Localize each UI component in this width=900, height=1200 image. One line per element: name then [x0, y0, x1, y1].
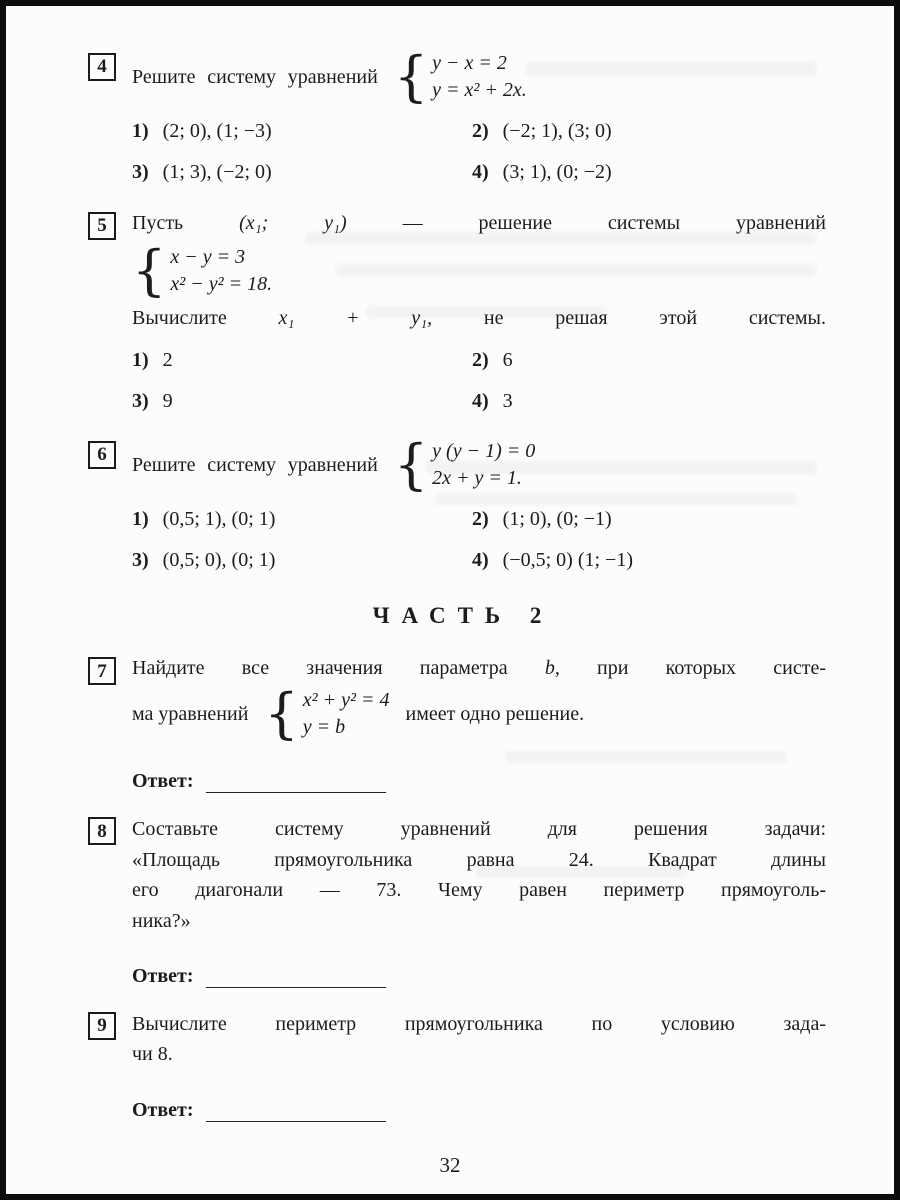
option-label: 1)	[132, 349, 149, 371]
option-value: (3; 1), (0; −2)	[502, 161, 612, 183]
problem-8-text-line: ника?»	[132, 909, 191, 932]
problem-8-answer	[132, 962, 826, 991]
option-label: 4)	[472, 161, 489, 183]
answer-blank-line	[206, 981, 386, 988]
answer-blank-line	[206, 786, 386, 793]
problem-6-text: Решите систему уравнений	[132, 453, 378, 476]
problem-9-text-line: чи 8.	[132, 1043, 173, 1066]
option-label: 3)	[132, 161, 149, 183]
problem-8-text-line: Составьте систему уравнений для решения задачи:	[132, 818, 826, 841]
option-value: 9	[162, 390, 173, 412]
math-expression: (x₁; y₁)	[239, 212, 347, 234]
option	[132, 158, 472, 187]
answer-blank-line	[206, 1115, 386, 1122]
option-value: (0,5; 1), (0; 1)	[162, 508, 276, 530]
system-line: x² + y² = 4	[302, 689, 390, 712]
option-label: 1)	[132, 120, 149, 142]
text-segment: Найдите все значения параметра	[132, 657, 545, 680]
option	[472, 158, 826, 187]
problem-9	[88, 1009, 826, 1125]
text-segment: Пусть	[132, 212, 240, 234]
option-value: 3	[502, 390, 513, 412]
page-number: 32	[439, 1153, 461, 1177]
system-line: y − x = 2	[432, 52, 507, 74]
option	[132, 346, 472, 375]
problem-6-options	[132, 505, 826, 575]
option	[472, 117, 826, 146]
option-value: (2; 0), (1; −3)	[162, 120, 272, 142]
option-label: 3)	[132, 390, 149, 412]
system-line: y = x² + 2x.	[432, 79, 527, 101]
option-value: (1; 3), (−2; 0)	[162, 161, 272, 183]
problem-7-text-line1	[132, 654, 826, 683]
option-label: 4)	[472, 390, 489, 412]
problem-6-system	[393, 433, 536, 496]
problem-6	[88, 433, 826, 575]
option-value: (0,5; 0), (0; 1)	[162, 549, 276, 571]
option	[132, 387, 472, 416]
problem-7-system	[264, 682, 390, 746]
option-label: 3)	[132, 549, 149, 571]
option	[472, 546, 826, 575]
problem-9-answer	[132, 1096, 826, 1125]
option	[472, 346, 826, 375]
problem-8-number: 8	[88, 817, 116, 845]
text-segment: Вычислите	[132, 307, 279, 329]
problem-6-number: 6	[88, 441, 116, 469]
problem-7-number: 7	[88, 657, 116, 685]
problem-7-answer	[132, 767, 826, 796]
text-segment: — решение системы уравнений	[346, 212, 827, 234]
problem-5-text	[132, 209, 826, 238]
math-expression: x₁ + y₁,	[278, 307, 433, 329]
system-line: x² − y² = 18.	[170, 273, 273, 295]
system-brace: {	[393, 433, 429, 496]
problem-5-question	[132, 304, 826, 333]
system-line: y (y − 1) = 0	[432, 440, 536, 462]
option	[472, 505, 826, 534]
option-label: 1)	[132, 508, 149, 530]
option-label: 2)	[472, 508, 489, 530]
option-value: (−2; 1), (3; 0)	[502, 120, 612, 142]
problem-8-text-line: «Площадь прямоугольника равна 24. Квадрат длины	[132, 848, 826, 871]
problem-7	[88, 654, 826, 796]
option-value: 6	[502, 349, 513, 371]
text-segment: , при которых систе-	[554, 657, 826, 680]
option-value: (−0,5; 0) (1; −1)	[502, 549, 633, 571]
system-line: y = b	[302, 716, 346, 739]
problem-5-options	[132, 346, 826, 416]
system-brace: {	[132, 239, 167, 302]
answer-label: Ответ:	[132, 770, 194, 793]
problem-7-text-line2	[132, 682, 826, 746]
answer-label: Ответ:	[132, 1098, 194, 1121]
system-brace: {	[264, 682, 299, 746]
option	[132, 546, 472, 575]
option-label: 2)	[472, 349, 489, 371]
problem-8	[88, 814, 826, 991]
problem-5-number: 5	[88, 212, 116, 240]
option	[132, 505, 472, 534]
option-label: 4)	[472, 549, 489, 571]
option-value: 2	[162, 349, 173, 371]
answer-label: Ответ:	[132, 964, 194, 987]
page-content	[88, 45, 827, 1125]
option	[472, 387, 826, 416]
text-segment: имеет одно решение.	[405, 702, 585, 725]
problem-4-text: Решите систему уравнений	[132, 65, 378, 88]
system-brace: {	[393, 45, 429, 108]
problem-4-number: 4	[88, 53, 116, 81]
problem-8-text-line: его диагонали — 73. Чему равен периметр прямоуголь-	[132, 879, 826, 902]
system-line: x − y = 3	[170, 246, 246, 268]
option-value: (1; 0), (0; −1)	[502, 508, 612, 530]
option-label: 2)	[472, 120, 489, 142]
problem-4-system	[393, 45, 527, 108]
problem-5-system	[132, 239, 273, 302]
text-segment: ма уравнений	[132, 702, 249, 725]
part-2-heading: ЧАСТЬ 2	[372, 603, 554, 628]
problem-9-number: 9	[88, 1012, 116, 1040]
text-segment: не решая этой системы.	[432, 307, 826, 329]
math-variable-b: b	[544, 657, 555, 680]
problem-4-options	[132, 117, 826, 187]
problem-4	[88, 45, 826, 187]
problem-5	[88, 209, 826, 416]
option	[132, 117, 472, 146]
system-line: 2x + y = 1.	[432, 467, 522, 489]
problem-9-text-line: Вычислите периметр прямоугольника по условию зада-	[132, 1012, 826, 1035]
